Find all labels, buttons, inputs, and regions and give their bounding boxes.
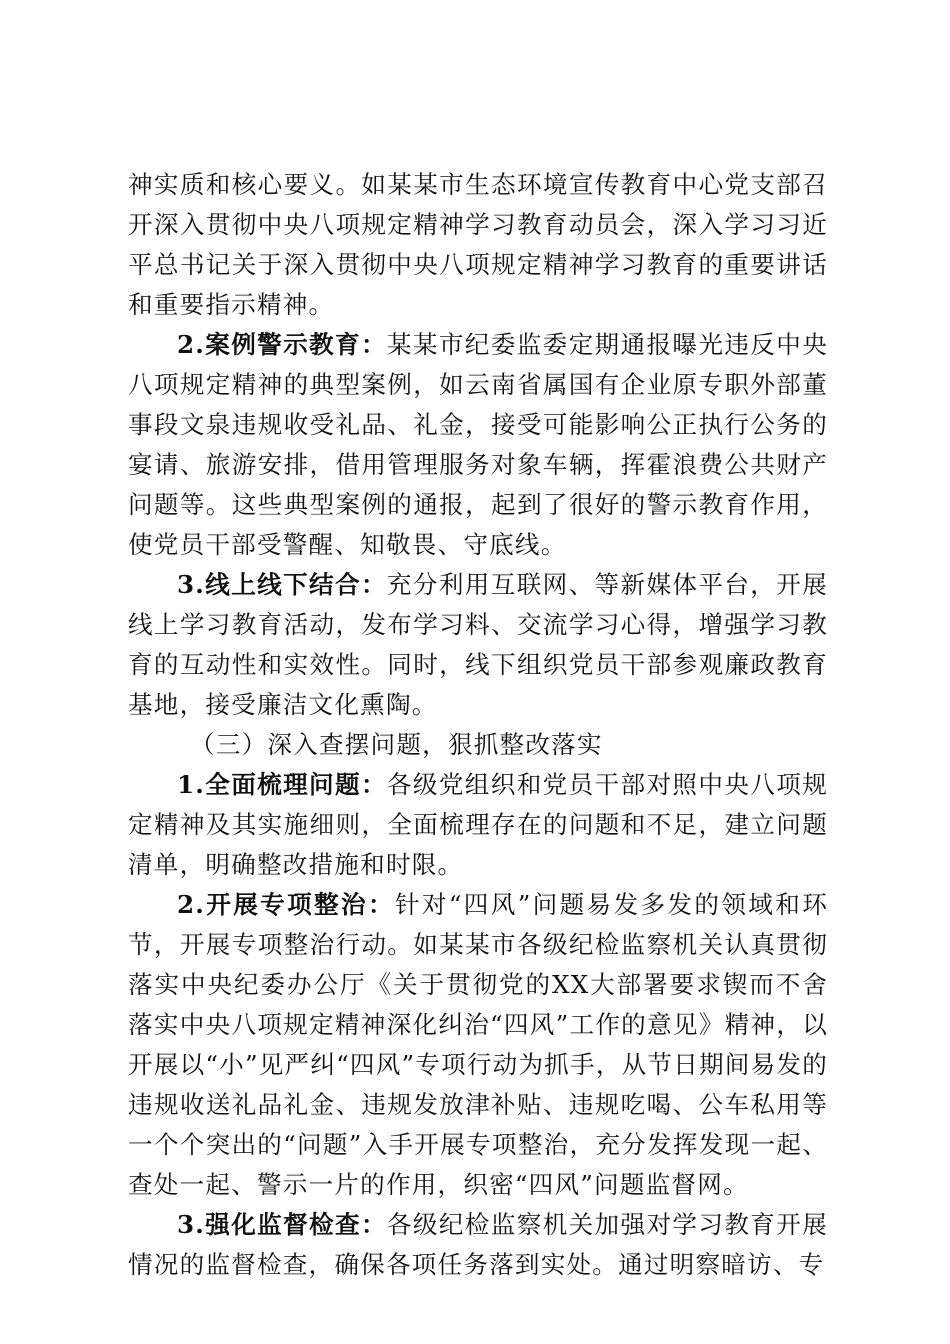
- paragraph-continuation: [128, 165, 828, 325]
- paragraph-label: 3.线上线下结合：: [177, 570, 387, 599]
- paragraph-text: 针对“四风”问题易发多发的领域和环节，开展专项整治行动。如某某市各级纪检监察机关认真贯彻落实中央纪委办公厅《关于贯彻党的XX大部署要求锲而不舍落实中央八项规定精神深化纠治“四风”工作的意见》精神，以开展以“小”见严纠“四风”专项行动为抓手，从节日期间易发的违规收送礼品礼金、违规发放津补贴、违规吃喝、公车私用等一个个突出的“问题”入手开展专项整治，充分发挥发现一起、查处一起、警示一片的作用，织密“四风”问题监督网。: [128, 890, 828, 1199]
- paragraph-label: 1.全面梳理问题：: [177, 770, 387, 799]
- paragraph-text: 各级党组织和党员干部对照中央八项规定精神及其实施细则，全面梳理存在的问题和不足，建立问题清单，明确整改措施和时限。: [128, 770, 828, 879]
- paragraph-text: 各级纪检监察机关加强对学习教育开展情况的监督检查，确保各项任务落到实处。通过明察暗访、专: [128, 1210, 828, 1279]
- paragraph-label: 2.开展专项整治：: [177, 890, 395, 919]
- paragraph-label: 2.案例警示教育：: [177, 330, 387, 359]
- paragraph-text: 神实质和核心要义。如某某市生态环境宣传教育中心党支部召开深入贯彻中央八项规定精神学习教育动员会，深入学习习近平总书记关于深入贯彻中央八项规定精神学习教育的重要讲话和重要指示精神。: [128, 170, 828, 319]
- paragraph-comprehensive-review: [128, 765, 828, 885]
- paragraph-text: 充分利用互联网、等新媒体平台，开展线上学习教育活动，发布学习料、交流学习心得，增强学习教育的互动性和实效性。同时，线下组织党员干部参观廉政教育基地，接受廉洁文化熏陶。: [128, 570, 828, 719]
- section-heading-text: （三）深入查摆问题，狠抓整改落实: [190, 730, 603, 759]
- paragraph-case-warning-education: [128, 325, 828, 565]
- paragraph-supervision-inspection: [128, 1205, 828, 1285]
- paragraph-special-rectification: [128, 885, 828, 1205]
- section-heading: [128, 725, 828, 765]
- paragraph-text: 某某市纪委监委定期通报曝光违反中央八项规定精神的典型案例，如云南省属国有企业原专职外部董事段文泉违规收受礼品、礼金，接受可能影响公正执行公务的宴请、旅游安排，借用管理服务对象车辆，挥霍浪费公共财产问题等。这些典型案例的通报，起到了很好的警示教育作用，使党员干部受警醒、知敬畏、守底线。: [128, 330, 828, 559]
- paragraph-online-offline: [128, 565, 828, 725]
- paragraph-label: 3.强化监督检查：: [177, 1210, 387, 1239]
- document-page: [128, 165, 828, 1285]
